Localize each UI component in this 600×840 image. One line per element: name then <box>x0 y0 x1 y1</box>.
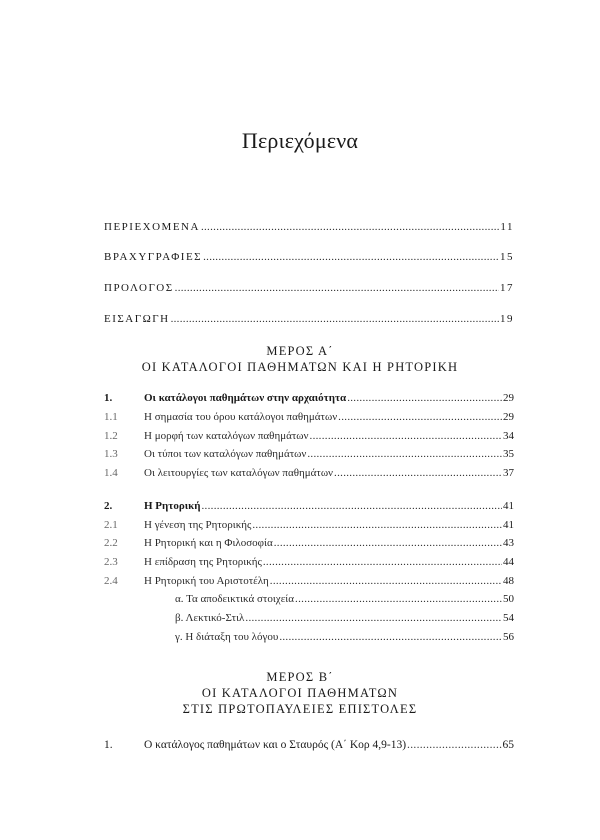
toc-entry-1-3[interactable] <box>104 447 514 461</box>
leader-dots <box>274 536 502 550</box>
entry-label: β. Λεκτικό-Στιλ <box>175 612 245 624</box>
toc-entry-2-2[interactable] <box>104 536 514 550</box>
entry-page: 65 <box>502 739 514 751</box>
entry-page: 44 <box>503 556 514 568</box>
entry-number: 1.1 <box>104 411 118 423</box>
part-a-title-line1: ΜΕΡΟΣ Α΄ <box>266 344 334 358</box>
part-b-title-line2: ΟΙ ΚΑΤΑΛΟΓΟΙ ΠΑΘΗΜΑΤΩΝ <box>201 686 399 700</box>
page-title: Περιεχόμενα <box>241 128 359 153</box>
leader-dots <box>310 429 502 443</box>
toc-entry-2-1[interactable] <box>104 518 514 532</box>
entry-label: γ. Η διάταξη του λόγου <box>175 631 279 643</box>
toc-entry-chapter-a1[interactable] <box>104 391 514 405</box>
leader-dots <box>334 466 502 480</box>
entry-page: 43 <box>503 537 514 549</box>
leader-dots <box>295 592 502 606</box>
entry-page: 34 <box>503 430 514 442</box>
entry-number: 2.1 <box>104 519 118 531</box>
leader-dots <box>270 574 502 588</box>
toc-entry-introduction[interactable] <box>104 312 514 326</box>
leader-dots <box>171 312 499 326</box>
toc-entry-1-2[interactable] <box>104 429 514 443</box>
entry-label: ΠΕΡΙΕΧΟΜΕΝΑ <box>104 221 200 233</box>
toc-entry-abbreviations[interactable] <box>104 250 514 264</box>
entry-page: 54 <box>503 612 514 624</box>
entry-page: 48 <box>503 575 514 587</box>
toc-entry-chapter-b1[interactable] <box>104 738 514 752</box>
entry-page: 19 <box>500 313 514 325</box>
entry-label: α. Τα αποδεικτικά στοιχεία <box>175 593 295 605</box>
entry-label: Η γένεση της Ρητορικής <box>144 519 252 531</box>
entry-number: 2. <box>104 500 113 512</box>
entry-label: Η σημασία του όρου κατάλογοι παθημάτων <box>144 411 338 423</box>
leader-dots <box>347 391 502 405</box>
entry-page: 50 <box>503 593 514 605</box>
toc-entry-2-4-b[interactable] <box>104 611 514 625</box>
entry-label: Η Ρητορική και η Φιλοσοφία <box>144 537 273 549</box>
entry-label: Η Ρητορική <box>144 500 201 512</box>
leader-dots <box>307 447 502 461</box>
leader-dots <box>407 738 501 752</box>
entry-label: ΠΡΟΛΟΓΟΣ <box>104 282 174 294</box>
entry-number: 1. <box>104 392 113 404</box>
toc-entry-prologue[interactable] <box>104 281 514 295</box>
toc-entry-contents[interactable] <box>104 220 514 234</box>
leader-dots <box>202 499 503 513</box>
entry-label: Η Ρητορική του Αριστοτέλη <box>144 575 269 587</box>
entry-page: 41 <box>503 500 514 512</box>
entry-number: 1.3 <box>104 448 118 460</box>
leader-dots <box>279 630 502 644</box>
toc-entry-2-3[interactable] <box>104 555 514 569</box>
leader-dots <box>245 611 502 625</box>
part-b-title-line3: ΣΤΙΣ ΠΡΩΤΟΠΑΥΛΕΙΕΣ ΕΠΙΣΤΟΛΕΣ <box>182 702 418 716</box>
entry-page: 29 <box>503 392 514 404</box>
entry-page: 41 <box>503 519 514 531</box>
leader-dots <box>263 555 502 569</box>
entry-page: 29 <box>503 411 514 423</box>
entry-label: Η μορφή των καταλόγων παθημάτων <box>144 430 309 442</box>
leader-dots <box>252 518 502 532</box>
entry-number: 2.4 <box>104 575 118 587</box>
entry-label: Οι κατάλογοι παθημάτων στην αρχαιότητα <box>144 392 347 404</box>
entry-label: Οι λειτουργίες των καταλόγων παθημάτων <box>144 467 334 479</box>
entry-page: 11 <box>500 221 514 233</box>
entry-label: ΕΙΣΑΓΩΓΗ <box>104 313 170 325</box>
entry-number: 2.3 <box>104 556 118 568</box>
leader-dots <box>338 410 502 424</box>
toc-entry-2-4[interactable] <box>104 574 514 588</box>
toc-entry-1-4[interactable] <box>104 466 514 480</box>
entry-number: 1.2 <box>104 430 118 442</box>
entry-label: ΒΡΑΧΥΓΡΑΦΙΕΣ <box>104 251 203 263</box>
toc-entry-2-4-a[interactable] <box>104 592 514 606</box>
entry-page: 15 <box>500 251 514 263</box>
leader-dots <box>201 220 499 234</box>
entry-page: 35 <box>503 448 514 460</box>
entry-number: 1. <box>104 739 113 751</box>
part-b-title-line1: ΜΕΡΟΣ Β΄ <box>266 670 334 684</box>
entry-page: 37 <box>503 467 514 479</box>
toc-entry-2-4-c[interactable] <box>104 630 514 644</box>
toc-entry-1-1[interactable] <box>104 410 514 424</box>
leader-dots <box>203 250 499 264</box>
entry-label: Οι τύποι των καταλόγων παθημάτων <box>144 448 307 460</box>
part-a-title-line2: ΟΙ ΚΑΤΑΛΟΓΟΙ ΠΑΘΗΜΑΤΩΝ ΚΑΙ Η ΡΗΤΟΡΙΚΗ <box>141 360 459 374</box>
entry-label: Ο κατάλογος παθημάτων και ο Σταυρός (Α΄ Κορ 4,9-13) <box>144 739 407 751</box>
entry-label: Η επίδραση της Ρητορικής <box>144 556 262 568</box>
entry-page: 17 <box>500 282 514 294</box>
entry-page: 56 <box>503 631 514 643</box>
toc-entry-chapter-a2[interactable] <box>104 499 514 513</box>
entry-number: 2.2 <box>104 537 118 549</box>
entry-number: 1.4 <box>104 467 118 479</box>
leader-dots <box>175 281 499 295</box>
